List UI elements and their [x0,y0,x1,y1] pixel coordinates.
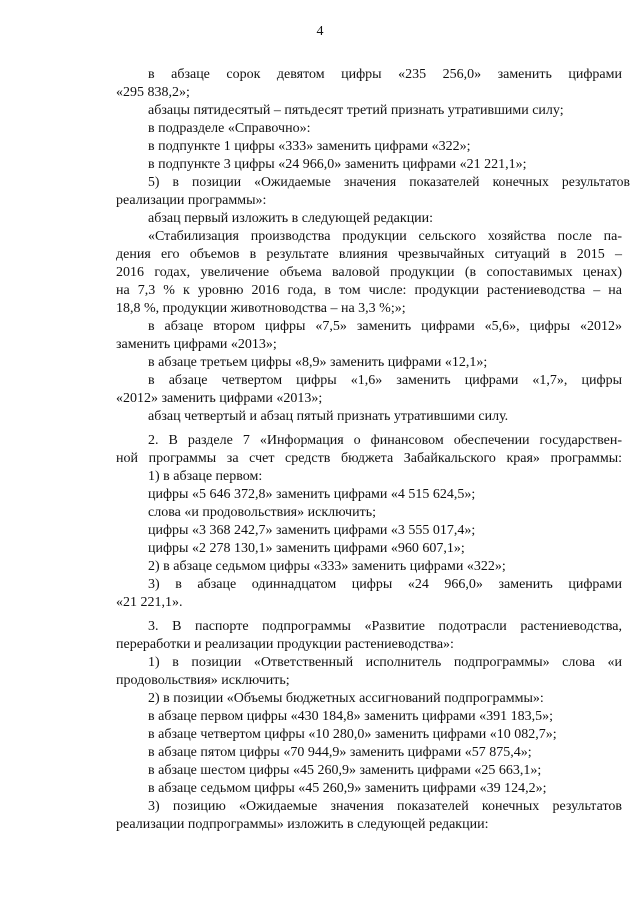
text-line: абзац четвертый и абзац пятый признать утратившими силу. [148,409,509,424]
text-line: «2012» заменить цифрами «2013»; [116,391,323,406]
text-line: в абзаце втором цифры «7,5» заменить цифрами «5,6», цифры «2012» [148,319,622,334]
text-line: 3) позицию «Ожидаемые значения показателей конечных результатов [148,799,622,814]
text-line: заменить цифрами «2013»; [116,337,277,352]
text-line: в абзаце седьмом цифры «45 260,9» заменить цифрами «39 124,2»; [148,781,547,796]
text-line: 1) в абзаце первом: [148,469,263,484]
text-line: 1) в позиции «Ответственный исполнитель подпрограммы» слова «и [148,655,622,670]
text-line: в подразделе «Справочно»: [148,121,311,136]
page-number: 4 [316,24,324,39]
text-line: цифры «2 278 130,1» заменить цифрами «960 607,1»; [148,541,465,556]
text-line: 2) в абзаце седьмом цифры «333» заменить цифрами «322»; [148,559,506,574]
text-line: реализации подпрограммы» изложить в следующей редакции: [116,817,489,832]
text-line: 2) в позиции «Объемы бюджетных ассигнований подпрограммы»: [148,691,544,706]
text-line: 2016 годах, увеличение объема валовой продукции (в сопоставимых ценах) [116,265,622,280]
text-line: в абзаце пятом цифры «70 944,9» заменить цифрами «57 875,4»; [148,745,532,760]
text-line: в абзаце четвертом цифры «10 280,0» заменить цифрами «10 082,7»; [148,727,557,742]
text-line: в абзаце первом цифры «430 184,8» заменить цифрами «391 183,5»; [148,709,553,724]
text-line: в абзаце третьем цифры «8,9» заменить цифрами «12,1»; [148,355,488,370]
text-line: дения его объемов в результате влияния чрезвычайных ситуаций в 2015 – [116,247,622,262]
text-line: «21 221,1». [116,595,183,610]
text-line: 2. В разделе 7 «Информация о финансовом обеспечении государствен- [148,433,622,448]
text-line: реализации программы»: [116,193,267,208]
text-line: в абзаце шестом цифры «45 260,9» заменить цифрами «25 663,1»; [148,763,542,778]
text-line: 3) в абзаце одиннадцатом цифры «24 966,0» заменить цифрами [148,577,622,592]
text-line: 3. В паспорте подпрограммы «Развитие подотрасли растениеводства, [148,619,622,634]
text-line: цифры «3 368 242,7» заменить цифрами «3 555 017,4»; [148,523,476,538]
text-line: 18,8 %, продукции животноводства – на 3,3 %;»; [116,301,406,316]
text-line: переработки и реализации продукции растениеводства»: [116,637,454,652]
text-line: абзацы пятидесятый – пятьдесят третий признать утратившими силу; [148,103,564,118]
text-line: 5) в позиции «Ожидаемые значения показателей конечных результатов [148,175,630,190]
text-line: в абзаце четвертом цифры «1,6» заменить цифрами «1,7», цифры [148,373,622,388]
text-line: на 7,3 % к уровню 2016 года, в том числе: продукции растениеводства – на [116,283,622,298]
text-line: в абзаце сорок девятом цифры «235 256,0» заменить цифрами [148,67,622,82]
text-line: слова «и продовольствия» исключить; [148,505,376,520]
text-line: в подпункте 3 цифры «24 966,0» заменить цифрами «21 221,1»; [148,157,527,172]
text-line: «Стабилизация производства продукции сельского хозяйства после па- [148,229,622,244]
text-line: абзац первый изложить в следующей редакции: [148,211,434,226]
text-line: в подпункте 1 цифры «333» заменить цифрами «322»; [148,139,471,154]
text-line: продовольствия» исключить; [116,673,290,688]
text-line: ной программы за счет средств бюджета Забайкальского края» программы: [116,451,622,466]
text-line: цифры «5 646 372,8» заменить цифрами «4 515 624,5»; [148,487,476,502]
text-line: «295 838,2»; [116,85,190,100]
